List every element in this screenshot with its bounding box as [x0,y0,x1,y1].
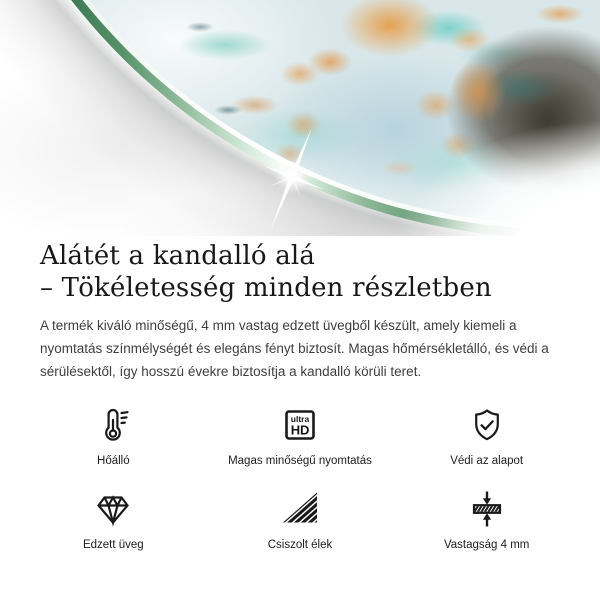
feature-protects-base [393,403,580,467]
feature-heat-resistant [20,403,207,467]
thickness-icon [467,487,507,531]
ultra-hd-badge-top-text: ultra [290,414,310,424]
page-title-line2: – Tökéletesség minden részletben [40,273,492,303]
features-grid [20,403,580,551]
feature-label: Edzett üveg [82,539,144,551]
feature-polished-edges [207,487,394,551]
sparkle-glint-icon [227,112,357,236]
page-title [40,240,560,304]
page-title-line1: Alátét a kandalló alá [40,241,316,271]
product-description: A termék kiváló minőségű, 4 mm vastag edzett üvegből készült, amely kiemeli a nyomtatás színmélységét és elegáns fényt biztosít. Magas hőmérsékletálló, és védi a sérülésektől, így hosszú évekre biztosítja a kandalló körüli teret. [40,318,549,379]
feature-tempered-glass [20,487,207,551]
thermometer-icon [93,403,133,447]
feature-thickness [393,487,580,551]
diamond-icon [93,487,133,531]
feature-label: Csiszolt élek [267,539,333,551]
feature-label: Magas minőségű nyomtatás [228,455,372,467]
ultra-hd-badge-bottom-text: HD [290,422,310,438]
product-image [0,0,600,236]
feature-print-quality [207,403,394,467]
feature-label: Hőálló [97,455,130,467]
feature-label: Vastagság 4 mm [443,539,530,551]
feature-label: Védi az alapot [450,455,524,467]
ultra-hd-badge-icon [280,403,320,447]
polished-edges-icon [280,487,320,531]
shield-check-icon [467,403,507,447]
